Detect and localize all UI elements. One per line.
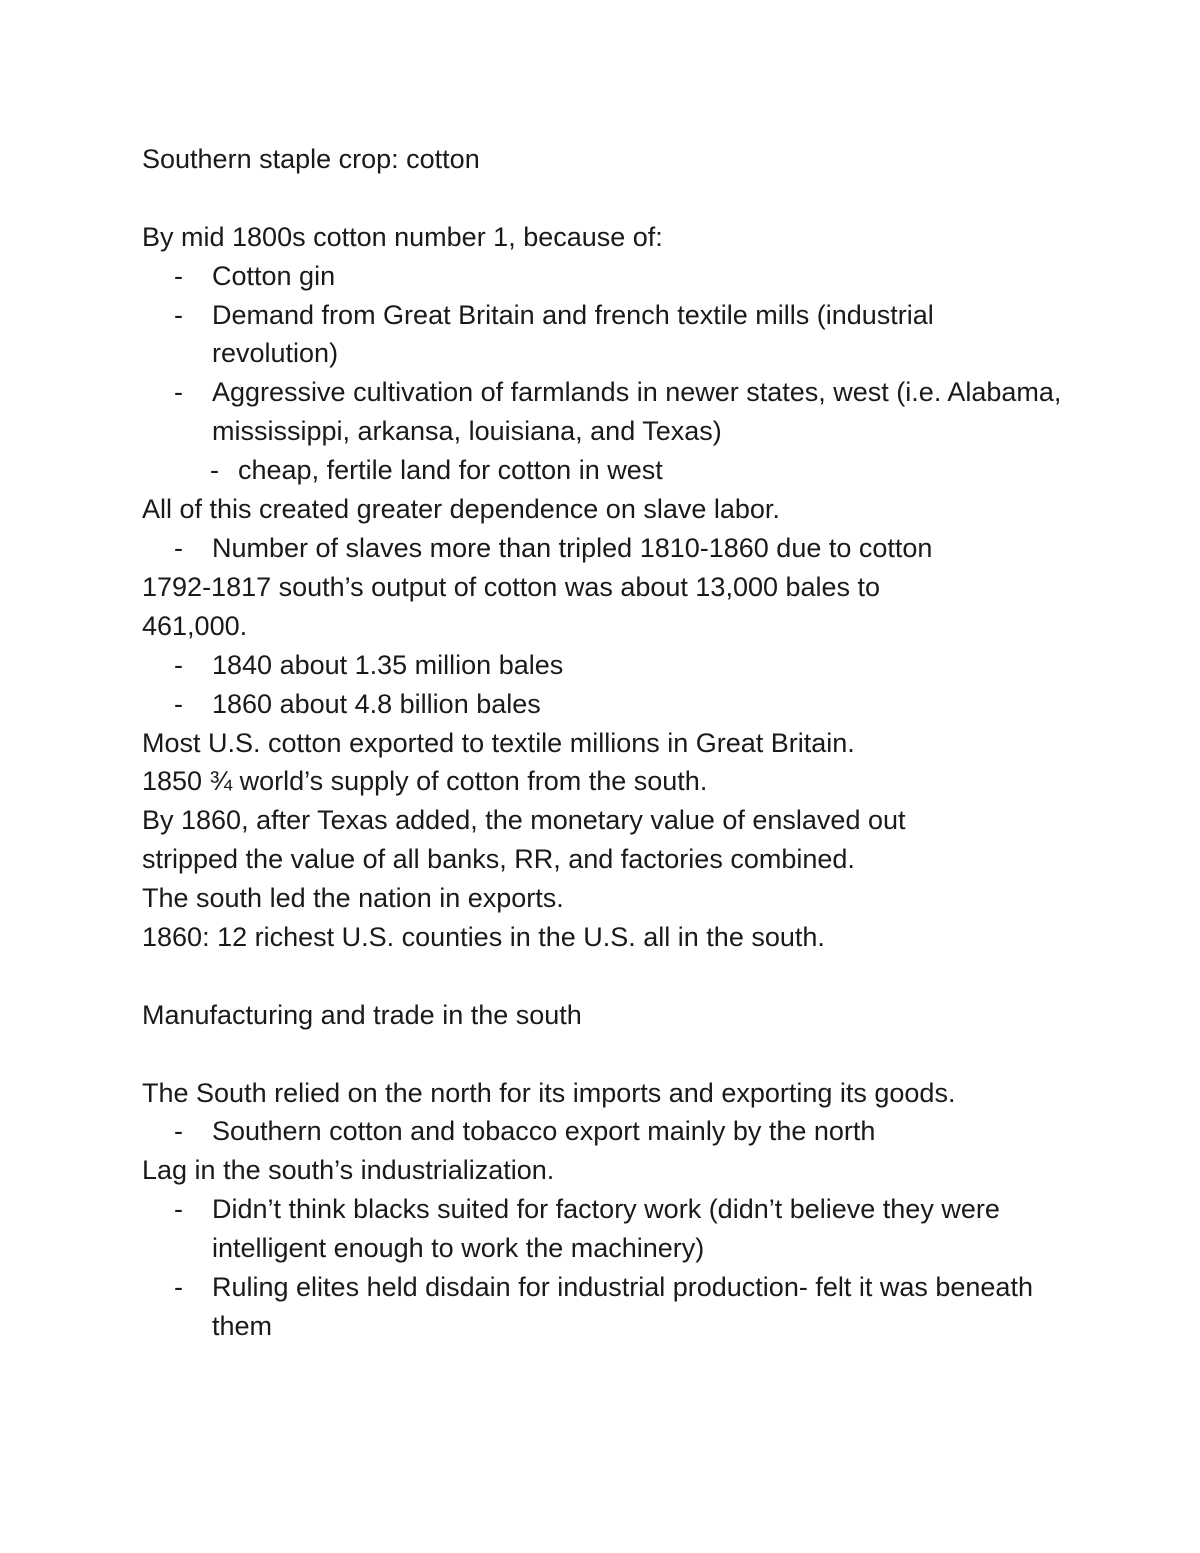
paragraph-line: 1792-1817 south’s output of cotton was about 13,000 bales to (142, 571, 881, 602)
section-heading-manufacturing: Manufacturing and trade in the south (142, 999, 582, 1030)
section-heading-cotton: Southern staple crop: cotton (142, 144, 480, 174)
paragraph-line: The South relied on the north for its imports and exporting its goods. (142, 1077, 956, 1108)
list-item (142, 685, 1062, 724)
list-item (142, 1190, 1062, 1268)
dash-bullet: - (174, 377, 183, 408)
list-item-text: Ruling elites held disdain for industrial production- felt it was beneath them (212, 1272, 1033, 1341)
list-item (142, 529, 1062, 568)
list-item (142, 373, 1062, 451)
list-item-text: Aggressive cultivation of farmlands in newer states, west (i.e. Alabama, mississippi, arkansa, louisiana, and Texas) (212, 377, 1062, 447)
paragraph-line: 1860: 12 richest U.S. counties in the U.S. all in the south. (142, 921, 825, 952)
blank-line (142, 179, 1062, 218)
paragraph-line: Lag in the south’s industrialization. (142, 1155, 555, 1186)
list-item-text: Didn’t think blacks suited for factory work (didn’t believe they were intelligent enough to work the machinery) (212, 1194, 1000, 1264)
dash-bullet: - (174, 649, 183, 680)
blank-line (142, 957, 1062, 996)
list-item-text: 1840 about 1.35 million bales (212, 649, 564, 680)
dash-bullet: - (174, 1272, 183, 1303)
paragraph-line: All of this created greater dependence on slave labor. (142, 494, 780, 525)
paragraph-line: 461,000. (142, 610, 248, 641)
dash-bullet: - (210, 455, 219, 486)
paragraph-line: The south led the nation in exports. (142, 883, 564, 914)
list-item-text: Demand from Great Britain and french textile mills (industrial revolution) (212, 299, 934, 369)
dash-bullet: - (174, 1116, 183, 1147)
list-item-text: 1860 about 4.8 billion bales (212, 688, 541, 719)
blank-line (142, 1035, 1062, 1074)
list-item-text: Number of slaves more than tripled 1810-1860 due to cotton (212, 533, 933, 563)
list-item (142, 1112, 1062, 1151)
list-item (142, 296, 1062, 374)
paragraph-line: 1850 ¾ world’s supply of cotton from the south. (142, 766, 708, 797)
list-item-text: Cotton gin (212, 260, 336, 291)
dash-bullet: - (174, 1194, 183, 1225)
paragraph-line: Most U.S. cotton exported to textile millions in Great Britain. (142, 727, 855, 758)
paragraph-line: By 1860, after Texas added, the monetary value of enslaved out (142, 805, 906, 836)
sub-list-item-text: cheap, fertile land for cotton in west (238, 455, 663, 486)
dash-bullet: - (174, 299, 183, 330)
list-item-text: Southern cotton and tobacco export mainly by the north (212, 1116, 876, 1147)
intro-line: By mid 1800s cotton number 1, because of: (142, 221, 663, 252)
document-body (142, 140, 1062, 1346)
list-item (142, 646, 1062, 685)
dash-bullet: - (174, 260, 183, 291)
list-item (142, 1268, 1062, 1346)
sub-list-item (142, 451, 1062, 490)
paragraph-line: stripped the value of all banks, RR, and factories combined. (142, 844, 855, 875)
dash-bullet: - (174, 533, 183, 563)
list-item (142, 257, 1062, 296)
dash-bullet: - (174, 688, 183, 719)
